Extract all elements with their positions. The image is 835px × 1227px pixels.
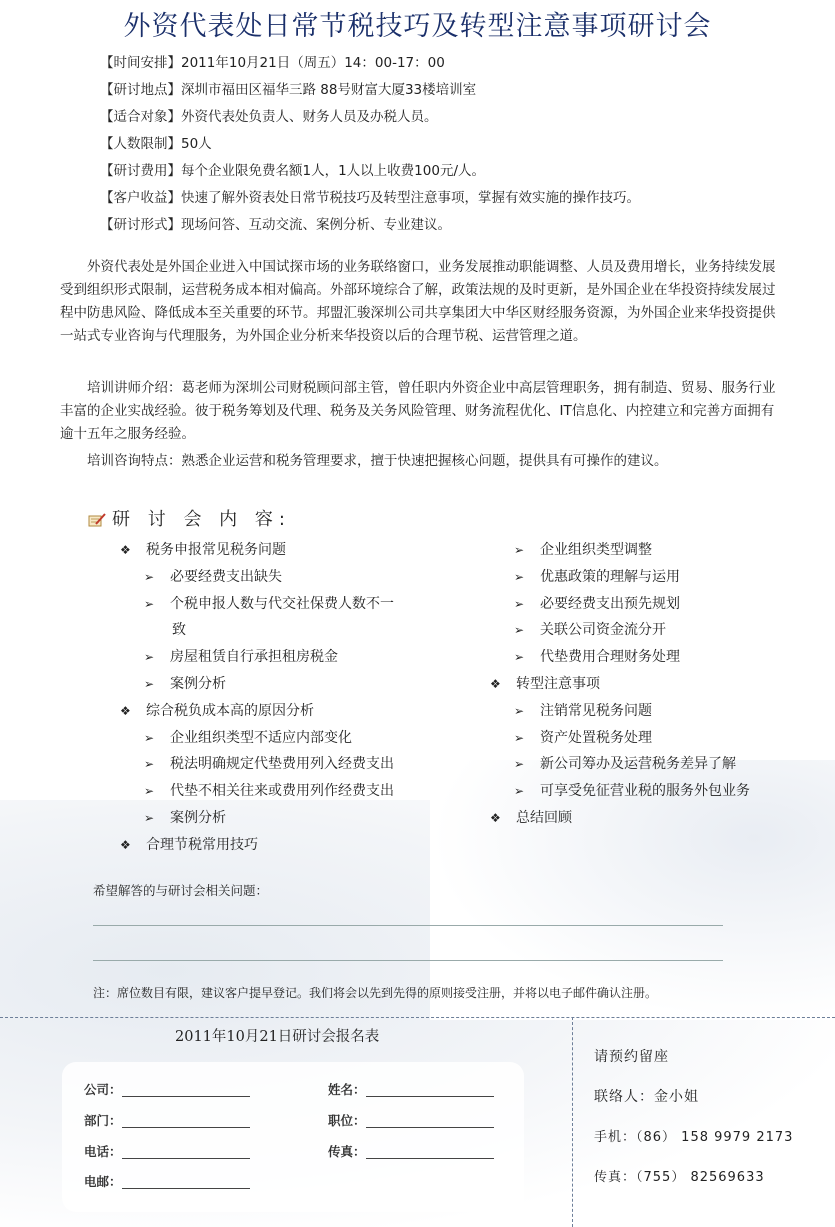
agenda-item-text: 可享受免征营业税的服务外包业务 — [540, 783, 750, 800]
agenda-item — [144, 674, 226, 694]
agenda-item — [144, 567, 282, 587]
agenda-item-text: 案例分析 — [170, 676, 226, 692]
agenda-item — [172, 620, 186, 640]
phone-field[interactable] — [122, 1158, 250, 1159]
agenda-item — [120, 540, 286, 560]
info-row-location — [100, 81, 800, 108]
position-field[interactable] — [366, 1127, 494, 1128]
cut-line-vertical — [572, 1017, 573, 1227]
agenda-item-text: 必要经费支出预先规划 — [540, 595, 680, 612]
info-row-audience — [100, 108, 800, 135]
contact-reserve: 请预约留座 — [594, 1049, 669, 1065]
agenda-item — [144, 754, 394, 774]
arrow-bullet-icon: ➢ — [514, 784, 525, 799]
arrow-bullet-icon: ➢ — [514, 569, 525, 584]
info-row-limit — [100, 135, 800, 162]
intro-paragraph: 外资代表处是外国企业进入中国试探市场的业务联络窗口，业务发展推动职能调整、人员及费用增长，业务持续发展受到组织形式限制，运营税务成本相对偏高。外部环境综合了解，政策法规的及时更新，是外国企业在华投资持续发展过程中防患风险、降低成本至关重要的环节。邦盟汇骏深圳公司共享集团大中华区财经服务资源，为外国企业来华投资提供一站式专业咨询与代理服务，为外国企业分析来华投资以后的合理节税、运营管理之道。 — [60, 259, 776, 344]
name-field[interactable] — [366, 1096, 494, 1097]
section-title-text: 研 讨 会 内 容: — [112, 509, 291, 530]
email-field[interactable] — [122, 1188, 250, 1189]
phone-label: 电话： — [84, 1144, 122, 1159]
info-text: 2011年10月21日（周五）14：00-17：00 — [181, 55, 445, 71]
section-title — [88, 505, 291, 531]
contact-fax: 传真：（755） 82569633 — [594, 1170, 765, 1185]
question-label: 希望解答的与研讨会相关问题： — [93, 883, 269, 898]
agenda-item-text: 税务申报常见税务问题 — [146, 542, 286, 558]
arrow-bullet-icon: ➢ — [144, 569, 155, 584]
info-text: 深圳市福田区福华三路 88号财富大厦33楼培训室 — [181, 82, 477, 98]
name-label: 姓名： — [328, 1082, 366, 1097]
agenda-item — [120, 701, 314, 721]
info-label: 【研讨费用】 — [100, 163, 181, 179]
page-title: 外资代表处日常节税技巧及转型注意事项研讨会 — [123, 11, 712, 42]
agenda-item-text: 企业组织类型调整 — [540, 542, 652, 558]
agenda-item — [514, 594, 680, 614]
agenda-item-text: 关联公司资金流分开 — [540, 622, 666, 639]
info-text: 50人 — [181, 136, 212, 152]
agenda-item — [514, 754, 736, 774]
agenda-item-text: 个税申报人数与代交社保费人数不一 — [170, 595, 394, 612]
registration-note: 注：席位数目有限，建议客户提早登记。我们将会以先到先得的原则接受注册，并将以电子邮件确认注册。 — [93, 986, 658, 1000]
agenda-item — [490, 674, 600, 694]
company-label: 公司： — [84, 1082, 122, 1097]
agenda-item-text: 注销常见税务问题 — [540, 702, 652, 719]
fax-field[interactable] — [366, 1158, 494, 1159]
answer-line[interactable] — [93, 960, 723, 961]
arrow-bullet-icon: ➢ — [144, 757, 155, 772]
agenda-item-text: 合理节税常用技巧 — [146, 836, 258, 853]
diamond-bullet-icon: ❖ — [490, 811, 501, 825]
arrow-bullet-icon: ➢ — [144, 677, 155, 691]
agenda-item-text: 综合税负成本高的原因分析 — [146, 702, 314, 719]
info-text: 外资代表处负责人、财务人员及办税人员。 — [181, 109, 438, 125]
diamond-bullet-icon: ❖ — [490, 677, 501, 691]
agenda-item — [144, 781, 394, 801]
info-row-format — [100, 216, 800, 243]
arrow-bullet-icon: ➢ — [514, 596, 525, 611]
agenda-item-text: 新公司筹办及运营税务差异了解 — [540, 756, 736, 773]
agenda-item — [144, 647, 338, 667]
diamond-bullet-icon: ❖ — [120, 837, 131, 852]
agenda-item-text: 房屋租赁自行承担租房税金 — [170, 649, 338, 666]
arrow-bullet-icon: ➢ — [144, 730, 155, 745]
info-text: 每个企业限免费名额1人，1人以上收费100元/人。 — [181, 163, 485, 179]
agenda-item-text: 致 — [172, 622, 186, 639]
agenda-item — [514, 540, 652, 560]
arrow-bullet-icon: ➢ — [514, 757, 525, 772]
arrow-bullet-icon: ➢ — [514, 703, 525, 718]
pen-paper-icon — [88, 513, 106, 527]
agenda-item — [144, 728, 352, 748]
info-row-time — [100, 54, 800, 81]
arrow-bullet-icon: ➢ — [144, 784, 155, 799]
agenda-item-text: 必要经费支出缺失 — [170, 568, 282, 585]
agenda-item-text: 资产处置税务处理 — [540, 729, 652, 746]
agenda-item-text: 税法明确规定代垫费用列入经费支出 — [170, 756, 394, 773]
agenda-item — [490, 808, 572, 828]
agenda-item — [144, 808, 226, 828]
agenda-item-text: 案例分析 — [170, 810, 226, 826]
agenda-item — [514, 781, 750, 801]
info-text: 快速了解外资表处日常节税技巧及转型注意事项，掌握有效实施的操作技巧。 — [181, 190, 640, 206]
arrow-bullet-icon: ➢ — [514, 543, 525, 557]
registration-form — [62, 1062, 524, 1212]
info-label: 【研讨地点】 — [100, 82, 181, 98]
email-label: 电邮： — [84, 1174, 122, 1189]
agenda-item-text: 代垫不相关往来或费用列作经费支出 — [170, 783, 394, 800]
agenda-item — [514, 567, 680, 587]
info-label: 【时间安排】 — [100, 55, 181, 71]
agenda-item — [514, 701, 652, 721]
agenda-item-text: 优惠政策的理解与运用 — [540, 568, 680, 585]
trainer-paragraph: 培训讲师介绍：葛老师为深圳公司财税顾问部主管，曾任职内外资企业中高层管理职务，拥有制造、贸易、服务行业丰富的企业实战经验。彼于税务筹划及代理、税务及关务风险管理、财务流程优化、IT信息化、内控建立和完善方面拥有逾十五年之服务经验。 — [60, 380, 776, 442]
dept-field[interactable] — [122, 1127, 250, 1128]
fax-label: 传真： — [328, 1144, 366, 1159]
agenda-item — [144, 594, 394, 614]
info-label: 【客户收益】 — [100, 190, 181, 206]
arrow-bullet-icon: ➢ — [514, 650, 525, 665]
info-row-fee — [100, 162, 800, 189]
info-row-benefit — [100, 189, 800, 216]
agenda-item-text: 企业组织类型不适应内部变化 — [170, 729, 352, 746]
arrow-bullet-icon: ➢ — [514, 623, 525, 638]
event-info — [100, 54, 800, 243]
agenda-item — [514, 647, 680, 667]
agenda-item — [514, 728, 652, 748]
info-label: 【人数限制】 — [100, 136, 181, 152]
arrow-bullet-icon: ➢ — [144, 596, 155, 611]
contact-mobile: 手机：（86） 158 9979 2173 — [594, 1130, 794, 1145]
agenda-item — [120, 835, 258, 855]
agenda-item-text: 转型注意事项 — [516, 676, 600, 692]
cut-line-horizontal — [0, 1017, 835, 1018]
info-text: 现场问答、互动交流、案例分析、专业建议。 — [181, 217, 451, 233]
arrow-bullet-icon: ➢ — [144, 650, 155, 665]
agenda-item-text: 总结回顾 — [516, 810, 572, 826]
answer-line[interactable] — [93, 925, 723, 926]
diamond-bullet-icon: ❖ — [120, 543, 131, 557]
arrow-bullet-icon: ➢ — [144, 811, 155, 825]
feature-paragraph: 培训咨询特点：熟悉企业运营和税务管理要求，擅于快速把握核心问题，提供具有可操作的建议。 — [60, 453, 668, 469]
info-label: 【研讨形式】 — [100, 217, 181, 233]
dept-label: 部门： — [84, 1113, 122, 1128]
contact-person: 联络人：金小姐 — [594, 1089, 699, 1105]
company-field[interactable] — [122, 1096, 250, 1097]
agenda-item-text: 代垫费用合理财务处理 — [540, 649, 680, 666]
info-label: 【适合对象】 — [100, 109, 181, 125]
form-title: 2011年10月21日研讨会报名表 — [175, 1029, 380, 1045]
position-label: 职位： — [328, 1113, 366, 1128]
diamond-bullet-icon: ❖ — [120, 703, 131, 718]
arrow-bullet-icon: ➢ — [514, 730, 525, 745]
agenda-item — [514, 620, 666, 640]
